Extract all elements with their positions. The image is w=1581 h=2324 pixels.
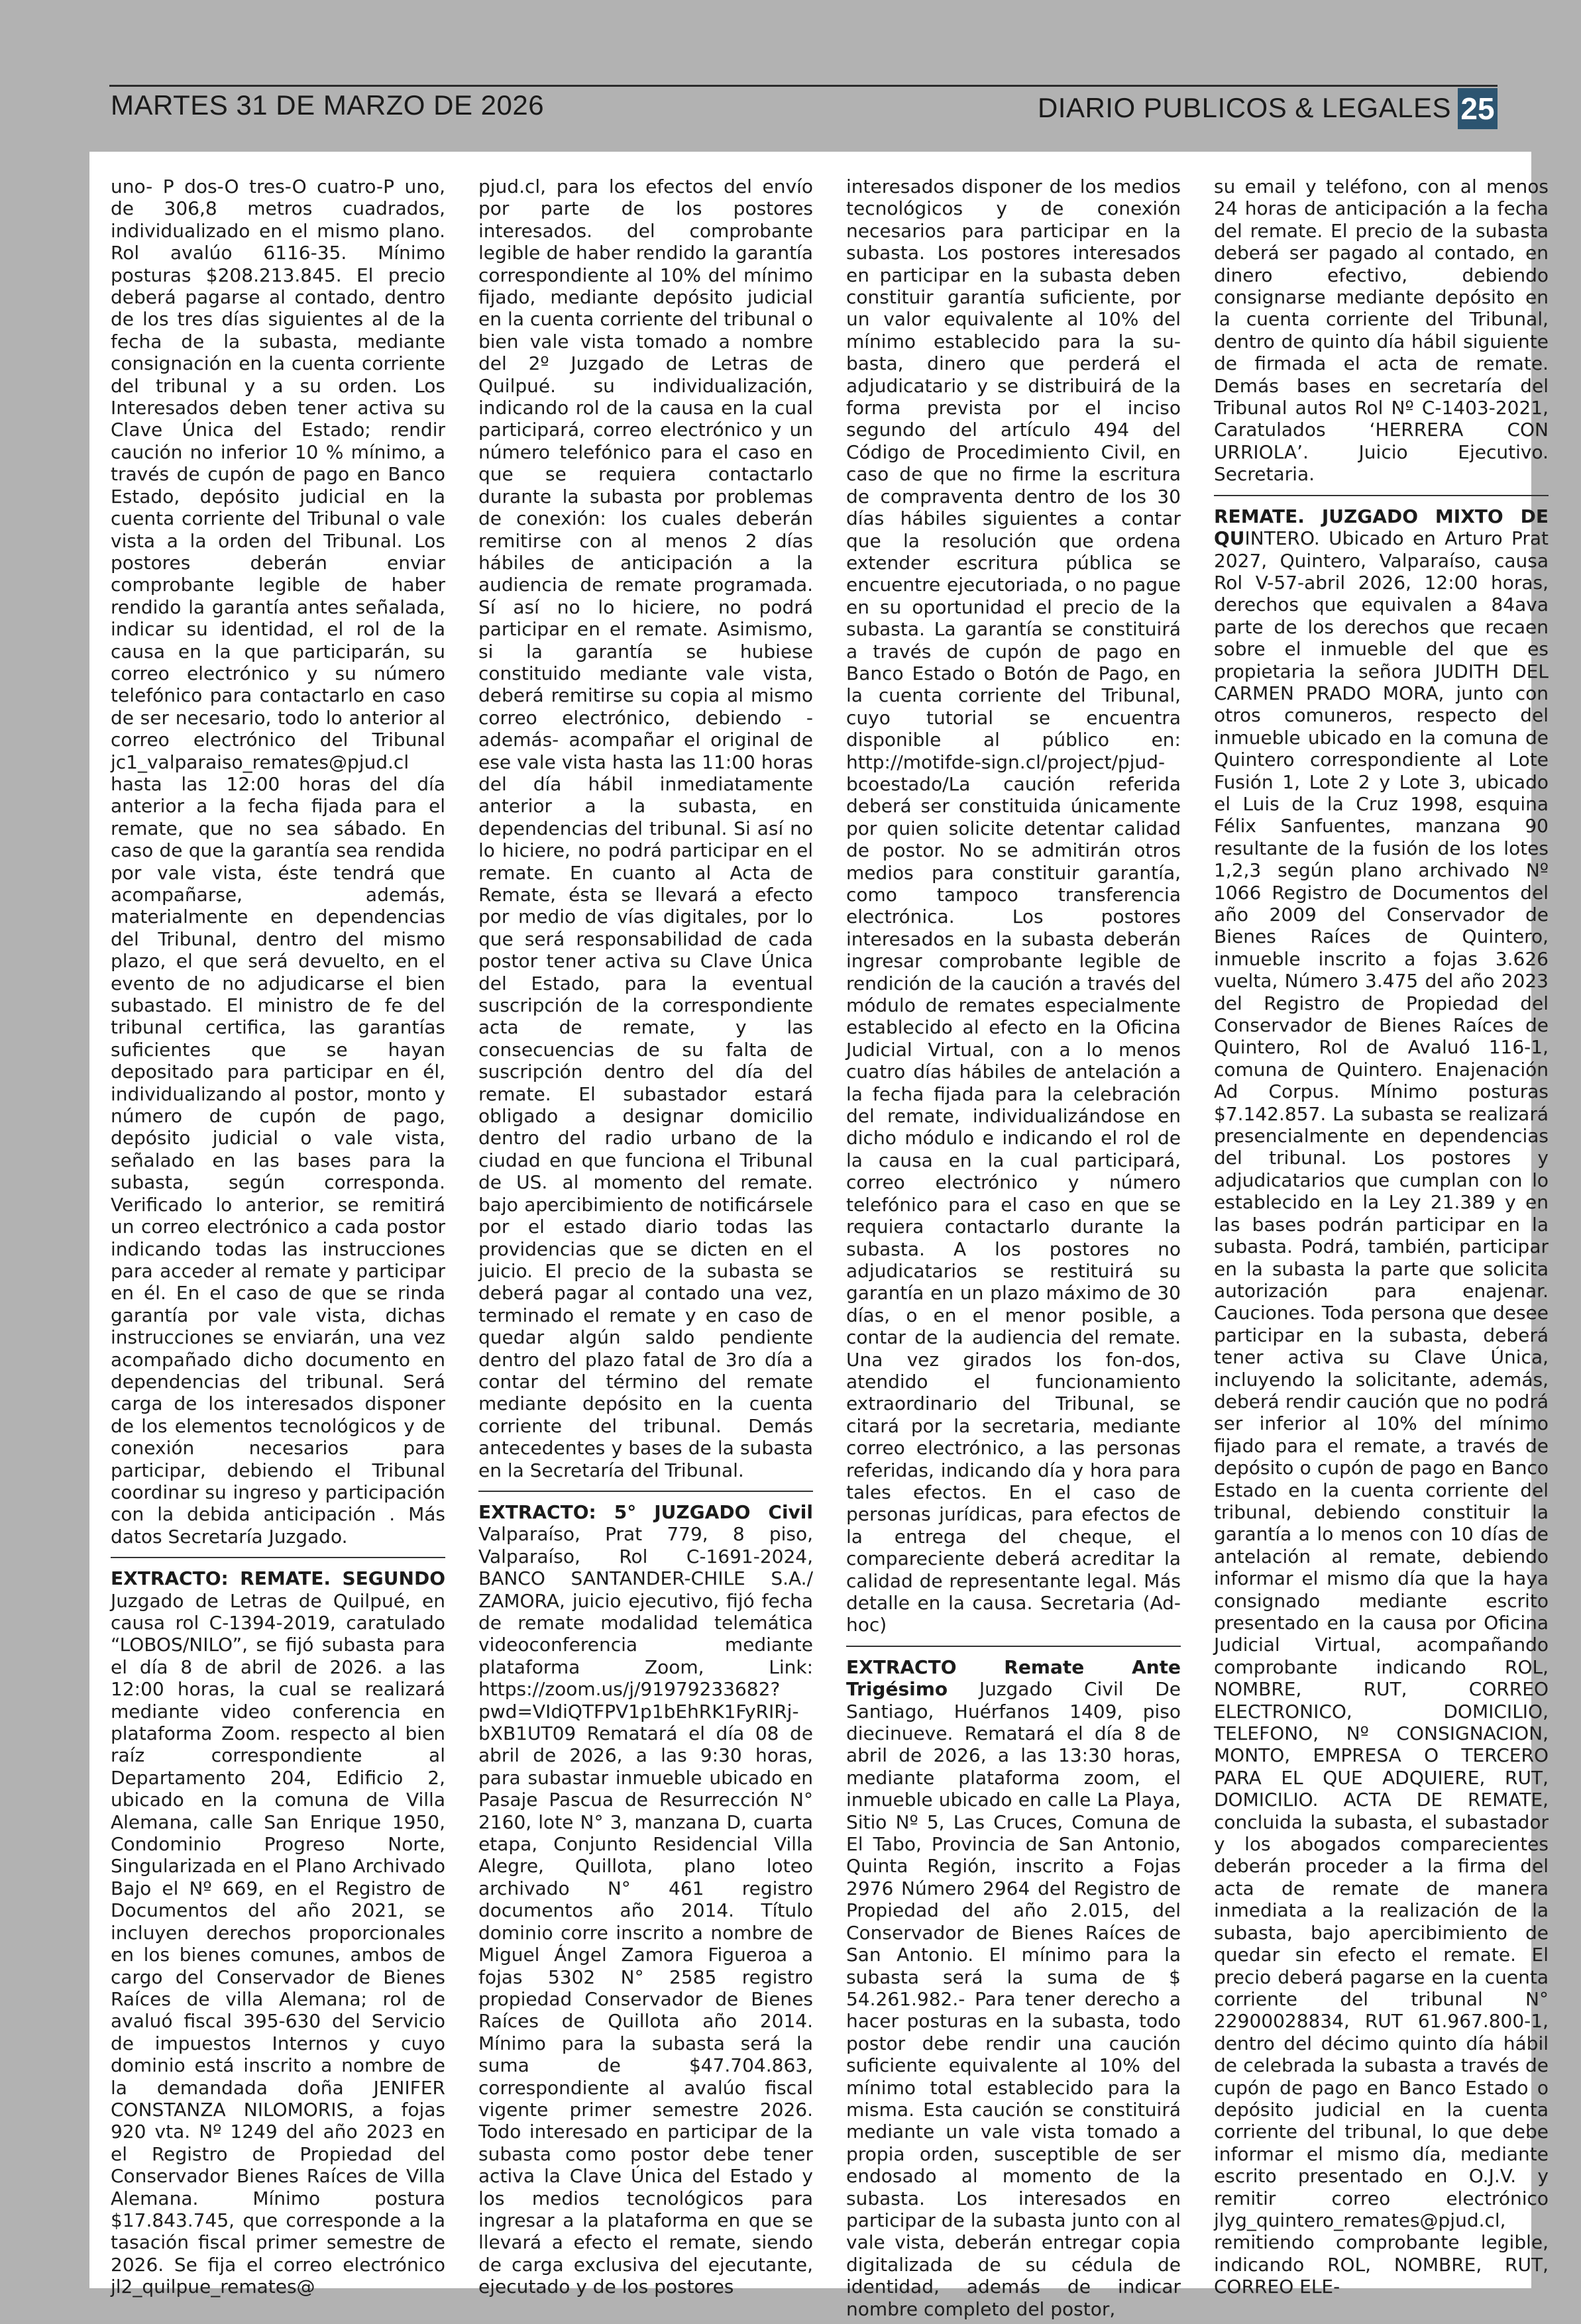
notice-quilpue <box>111 1567 445 2298</box>
page-body <box>89 152 1549 2320</box>
notice-body: INTERO. Ubicado en Arturo Prat 2027, Quintero, Valparaíso, causa Rol V-57-abril 2026, 12:00 horas, derechos que equivalen a 84ava parte de los derechos que recaen sobre el inmueble del que es propietaria la señora JUDITH DEL CARMEN PRADO MORA, junto con otros comuneros, respecto del inmueble ubicado en la comuna de Quintero correspondiente al Lote Fusión 1, Lote 2 y Lote 3, ubicado el Luis de la Cruz 1998, esquina Félix Sanfuentes, manzana 90 resultante de la fusión de los lotes 1,2,3 según plano archivado Nº 1066 Registro de Documentos del año 2009 del Conservador de Bienes Raíces de Quintero, inmueble inscrito a fojas 3.626 vuelta, Número 3.475 del año 2023 del Registro de Propiedad del Conservador de Bienes Raíces de Quintero, Rol de Avaluó 116-1, comuna de Quintero. Enajenación Ad Corpus. Mínimo posturas $7.142.857. La subasta se realizará presencialmente en dependencias del tribunal. Los postores y adjudicatarios que cumplan con lo establecido en la Ley 21.389 y en las bases podrán participar en la subasta. Podrá, también, participar en la subasta la parte que solicita autorización para enajenar. Cauciones. Toda persona que desee participar en la subasta, deberá tener activa su Clave Única, incluyendo la solicitante, además, deberá rendir caución que no podrá ser inferior al 10% del mínimo fijado para el remate, a través de depósito o cupón de pago en Banco Estado en la cuenta corriente del tribunal, debiendo constituir la garantía a lo menos con 10 días de antelación al remate, debiendo informar el mismo día que la haya consignado mediante escrito presentado en la causa por Oficina Judicial Virtual, acompañando comprobante indicando ROL, NOMBRE, RUT, CORREO ELECTRONICO, DOMICILIO, TELEFONO, Nº CONSIGNACION, MONTO, EMPRESA O TERCERO PARA EL QUE ADQUIERE, RUT, DOMICILIO. ACTA DE REMATE, concluida la subasta, el subastador y los abogados comparecientes deberán proceder a la firma del acta de remate de manera inmediata a la realización de la subasta, bajo apercibimiento de quedar sin efecto el remate. El precio deberá pagarse en la cuenta corriente del tribunal N° 22900028834, RUT 61.967.800-1, dentro del décimo quinto día hábil de celebrada la subasta a través de cupón de pago en Banco Estado o depósito judicial en la cuenta corriente del tribunal, lo que debe informar el mismo día, mediante escrito presentado en O.J.V. y remitir correo electrónico jlyg_quintero_remates@pjud.cl, remitiendo comprobante legible, indicando ROL, NOMBRE, RUT, CORREO ELE- <box>1214 527 1549 2298</box>
notice-continuation: interesados disponer de los medios tecnológicos y de conexión necesarios para participar en la subasta. Los postores interesados en participar en la subasta deben constituir garantía suficiente, por un valor equivalente al 10% del mínimo establecido para la su-basta, dinero que perderá el adjudicatario y se distribuirá de la forma prevista por el inciso segundo del artículo 494 del Código de Procedimiento Civil, en caso de que no firme la escritura de compraventa dentro de los 30 días hábiles siguientes a contar que la resolución que ordena extender escritura pública se encuentre ejecutoriada, o no pague en su oportunidad el precio de la subasta. La garantía se constituirá a través de cupón de pago en Banco Estado o Botón de Pago, en la cuenta corriente del Tribunal, cuyo tutorial se encuentra disponible al público en: http://motifde-sign.cl/project/pjud-bcoestado/La caución referida deberá ser constituida únicamente por quien solicite detentar calidad de postor. No se admitirán otros medios para constituir garantía, como tampoco transferencia electrónica. Los postores interesados en la subasta deberán ingresar comprobante legible de rendición de la caución a través del módulo de remates especialmente establecido al efecto en la Oficina Judicial Virtual, con a lo menos cuatro días hábiles de antelación a la fecha fijada para la celebración del remate, individualizándose en dicho módulo e indicando el rol de la causa en la cual participará, correo electrónico y número telefónico para el caso en que se requiera contactarlo durante la subasta. A los postores no adjudicatarios se restituirá su garantía en un plazo máximo de 30 días, o en el menor posible, a contar de la audiencia del remate. Una vez girados los fon-dos, atendido el funcionamiento extraordinario del Tribunal, se citará por la secretaria, mediante correo electrónico, a las personas referidas, indicando día y hora para tales efectos. En el caso de personas jurídicas, para efectos de la entrega del cheque, el compareciente deberá acreditar la calidad de representante legal. Más detalle en la causa. Secretaria (Ad-hoc) <box>846 176 1181 1636</box>
notice-body: Valparaíso, Prat 779, 8 piso, Valparaíso, Rol C-1691-2024, BANCO SANTANDER-CHILE S.A./ ZAMORA, juicio ejecutivo, fijó fecha de remate modalidad telemática videoconferencia mediante plataforma Zoom, Link: https://zoom.us/j/91979233682?pwd=VIdiQTFPV1p1bEhRK1FyRIRj-bXB1UT09 Rematará el día 08 de abril de 2026, a las 9:30 horas, para subastar inmueble ubicado en Pasaje Pascua de Resurrección N° 2160, lote N° 3, manzana D, cuarta etapa, Conjunto Residencial Villa Alegre, Quillota, plano loteo archivado N° 461 registro documentos año 2014. Título dominio corre inscrito a nombre de Miguel Ángel Zamora Figueroa a fojas 5302 N° 2585 registro propiedad Conservador de Bienes Raíces de Quillota año 2014. Mínimo para la subasta será la suma de $47.704.863, correspondiente al avalúo fiscal vigente primer semestre 2026. Todo interesado en participar de la subasta como postor debe tener activa la Clave Única del Estado y los medios tecnológicos para ingresar a la plataforma en que se llevará a efecto el remate, siendo de carga exclusiva del ejecutante, ejecutado y de los postores <box>478 1523 813 2298</box>
notice-body: Juzgado de Letras de Quilpué, en causa rol C-1394-2019, caratulado “LOBOS/NILO”, se fijó subasta para el día 8 de abril de 2026. a las 12:00 horas, la cual se realizará mediante video conferencia en plataforma Zoom. respecto al bien raíz correspondiente al Departamento 204, Edificio 2, ubicado en la comuna de Villa Alemana, calle San Enrique 1950, Condominio Progreso Norte, Singularizada en el Plano Archivado Bajo el Nº 669, en el Registro de Documentos del año 2021, se incluyen derechos proporcionales en los bienes comunes, ambos de cargo del Conservador de Bienes Raíces de villa Alemana; rol de avaluó fiscal 395-630 del Servicio de impuestos Internos y cuyo dominio está inscrito a nombre de la demandada doña JENIFER CONSTANZA NILOMORIS, a fojas 920 vta. Nº 1249 del año 2023 en el Registro de Propiedad del Conservador Bienes Raíces de Villa Alemana. Mínimo postura $17.843.745, que corresponde a la tasación fiscal primer semestre de 2026. Se fija el correo electrónico jl2_quilpue_remates@ <box>111 1589 445 2298</box>
notice-divider <box>1214 495 1549 496</box>
notice-body: Juzgado Civil De Santiago, Huérfanos 1409, piso diecinueve. Rematará el día 8 de abril de 2026, a las 13:30 horas, mediante plataforma zoom, el inmueble ubicado en calle La Playa, Sitio Nº 5, Las Cruces, Comuna de El Tabo, Provincia de San Antonio, Quinta Región, inscrito a Fojas 2976 Número 2964 del Registro de Propiedad del año 2.015, del Conservador de Bienes Raíces de San Antonio. El mínimo para la subasta será la suma de $ 54.261.982.- Para tener derecho a hacer posturas en la subasta, todo postor debe rendir una caución suficiente equivalente al 10% del mínimo total establecido para la misma. Esta caución se constituirá mediante un vale vista tomado a propia orden, susceptible de ser endosado al momento de la subasta. Los interesados en participar de la subasta junto con al vale vista, deberán entregar copia digitalizada de su cédula de identidad, además de indicar nombre completo del postor, <box>846 1678 1181 2320</box>
notice-divider <box>846 1646 1181 1647</box>
notice-continuation: su email y teléfono, con al menos 24 horas de anticipación a la fecha del remate. El precio de la subasta deberá ser pagado al contado, en dinero efectivo, debiendo consignarse mediante depósito en la cuenta corriente del Tribunal, dentro de quinto día hábil siguiente de firmada el acta de remate. Demás bases en secretaría del Tribunal autos Rol Nº C-1403-2021, Caratulados ‘HERRERA CON URRIOLA’. Juicio Ejecutivo. Secretaria. <box>1214 176 1549 486</box>
notice-continuation: uno- P dos-O tres-O cuatro-P uno, de 306,8 metros cuadrados, individualizado en el mismo plano. Rol avalúo 6116-35. Mínimo posturas $208.213.845. El precio deberá pagarse al contado, dentro de los tres días siguientes al de la fecha de la subasta, mediante consignación en la cuenta corriente del tribunal y a su orden. Los Interesados deben tener activa su Clave Única del Estado; rendir caución no inferior 10 % mínimo, a través de cupón de pago en Banco Estado, depósito judicial en la cuenta corriente del Tribunal o vale vista a la orden del Tribunal. Los postores deberán enviar comprobante legible de haber rendido la garantía antes señalada, indicar su identidad, el rol de la causa en la que participarán, su correo electrónico y su número telefónico para contactarlo en caso de ser necesario, todo lo anterior al correo electrónico del Tribunal jc1_valparaiso_remates@pjud.cl hasta las 12:00 horas del día anterior a la fecha fijada para el remate, que no sea sábado. En caso de que la garantía sea rendida por vale vista, éste tendrá que acompañarse, además, materialmente en dependencias del Tribunal, dentro del mismo plazo, el que será devuelto, en el evento de no adjudicarse el bien subastado. El ministro de fe del tribunal certifica, las garantías suficientes que se hayan depositado para participar en él, individualizando al postor, monto y número de cupón de pago, depósito judicial o vale vista, señalado en las bases para la subasta, según corresponda. Verificado lo anterior, se remitirá un correo electrónico a cada postor indicando todas las instrucciones para acceder al remate y participar en él. En el caso de que se rinda garantía por vale vista, dichas instrucciones se enviarán, una vez acompañado dicho documento en dependencias del tribunal. Será carga de los interesados disponer de los elementos tecnológicos y de conexión necesarios para participar, debiendo el Tribunal coordinar su ingreso y participación con la debida anticipación . Más datos Secretaría Juzgado. <box>111 176 445 1548</box>
notice-valparaiso <box>478 1501 813 2298</box>
notice-santiago <box>846 1656 1181 2320</box>
notice-quintero <box>1214 505 1549 2298</box>
notice-heading: EXTRACTO Remate Ante Trigésimo <box>846 1656 1181 1701</box>
header-publication-name: DIARIO PUBLICOS & LEGALES <box>1037 92 1451 123</box>
text-columns <box>111 176 1549 2320</box>
column-4 <box>1214 176 1549 2298</box>
column-3 <box>846 176 1181 2320</box>
notice-heading: EXTRACTO: 5° JUZGADO Civil <box>478 1501 813 1523</box>
column-2 <box>478 176 813 2298</box>
column-1 <box>111 176 445 2298</box>
page-number-badge: 25 <box>1458 88 1498 129</box>
notice-divider <box>478 1491 813 1492</box>
notice-heading: REMATE. JUZGADO MIXTO DE QU <box>1214 505 1549 550</box>
notice-continuation: pjud.cl, para los efectos del envío por parte de los postores interesados. del comprobante legible de haber rendido la garantía correspondiente al 10% del mínimo fijado, mediante depósito judicial en la cuenta corriente del tribunal o bien vale vista tomado a nombre del 2º Juzgado de Letras de Quilpué. su individualización, indicando rol de la causa en la cual participará, correo electrónico y un número telefónico para el caso en que se requiera contactarlo durante la subasta por problemas de conexión: los cuales deberán remitirse con al menos 2 días hábiles de anticipación a la audiencia de remate programada. Sí así no lo hiciere, no podrá participar en el remate. Asimismo, si la garantía se hubiese constituido mediante vale vista, deberá remitirse su copia al mismo correo electrónico, debiendo - además- acompañar el original de ese vale vista hasta las 11:00 horas del día hábil inmediatamente anterior a la subasta, en dependencias del tribunal. Si así no lo hiciere, no podrá participar en el remate. En cuanto al Acta de Remate, ésta se llevará a efecto por medio de vías digitales, por lo que será responsabilidad de cada postor tener activa su Clave Única del Estado, para la eventual suscripción de la correspondiente acta de remate, y las consecuencias de su falta de suscripción dentro del día del remate. El subastador estará obligado a designar domicilio dentro del radio urbano de la ciudad en que funciona el Tribunal de US. al momento del remate. bajo apercibimiento de notificársele por el estado diario todas las providencias que se dicten en el juicio. El precio de la subasta se deberá pagar al contado una vez, terminado el remate y en caso de quedar algún saldo pendiente dentro del plazo fatal de 3ro día a contar del término del remate mediante depósito en la cuenta corriente del tribunal. Demás antecedentes y bases de la subasta en la Secretaría del Tribunal. <box>478 176 813 1481</box>
notice-divider <box>111 1557 445 1558</box>
header-date: MARTES 31 DE MARZO DE 2026 <box>111 89 545 121</box>
notice-heading: EXTRACTO: REMATE. SEGUNDO <box>111 1567 445 1590</box>
page-header <box>109 85 1498 132</box>
